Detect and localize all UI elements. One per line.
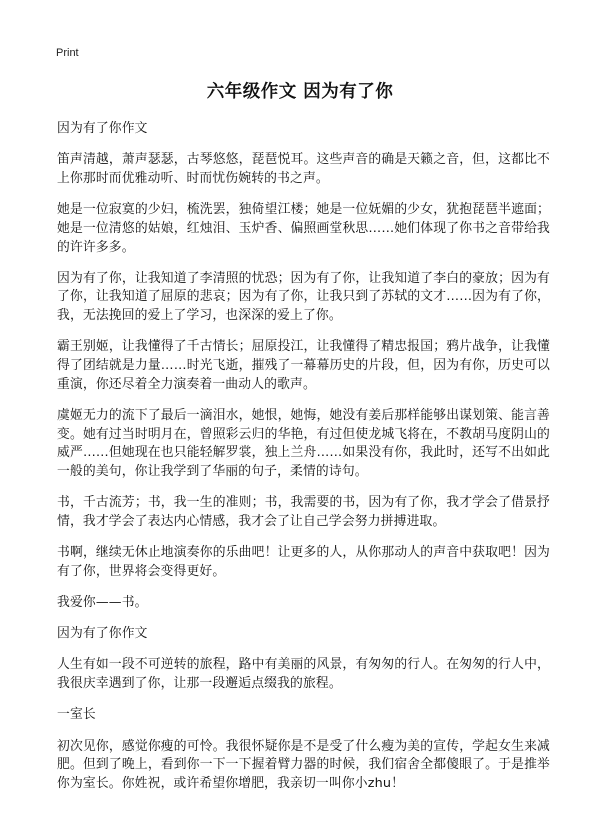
paragraph: 初次见你，感觉你瘦的可怜。我很怀疑你是不是受了什么瘦为美的宣传，学起女生来减肥。但到了晚上，看到你一下一下握着臂力器的时候，我们宿舍全都傻眼了。于是推举你为室长。你姓祝，或许希望你增肥，我亲切一叫你小zhu！ [57,738,550,791]
section-heading: 因为有了你作文 [57,626,148,642]
article-body [57,120,550,806]
subsection-heading: 一室长 [57,707,96,723]
section-heading: 因为有了你作文 [57,121,148,136]
paragraph: 书啊，继续无休止地演奏你的乐曲吧！让更多的人，从你那动人的声音中获取吧！因为有了你，世界将会变得更好。 [57,545,550,579]
paragraph: 虞姬无力的流下了最后一滴泪水，她恨，她悔，她没有姜后那样能够出谋划策、能言善变。她有过当时明月在，曾照彩云归的华艳，有过但使龙城飞将在，不教胡马度阴山的威严……但她现在也只能轻解罗裳，独上兰舟……如果没有你，我此时，还写不出如此一般的美句，你让我学到了华丽的句子，柔情的诗句。 [57,407,550,480]
paragraph: 人生有如一段不可逆转的旅程，路中有美丽的风景，有匆匆的行人。在匆匆的行人中，我很庆幸遇到了你，让那一段邂逅点缀我的旅程。 [57,657,550,692]
paragraph: 霸王别姬，让我懂得了千古情长；屈原投江，让我懂得了精忠报国；鸦片战争，让我懂得了团结就是力量……时光飞逝，摧残了一幕幕历史的片段，但，因为有你，历史可以重演，你还尽着全力演奏着一曲动人的歌声。 [57,339,550,392]
paragraph: 因为有了你，让我知道了李清照的忧恐；因为有了你，让我知道了李白的豪放；因为有了你，让我知道了屈原的悲哀；因为有了你，让我只到了苏轼的文才……因为有了你，我，无法挽回的爱上了学习，也深深的爱上了你。 [57,270,550,324]
paragraph: 笛声清越，萧声瑟瑟，古琴悠悠，琵琶悦耳。这些声音的确是天籁之音，但，这都比不上你那时而优雅动听、时而忧伤婉转的书之声。 [57,152,550,186]
paragraph: 我爱你——书。 [57,595,148,611]
paragraph: 书，千古流芳；书，我一生的准则；书，我需要的书，因为有了你，我才学会了借景抒情，我才学会了表达内心情感，我才会了让自己学会努力拼搏进取。 [57,495,550,529]
print-link[interactable]: Print [56,47,79,59]
page-title: 六年级作文 因为有了你 [206,82,394,102]
paragraph: 她是一位寂寞的少妇，梳洗罢，独倚望江楼；她是一位妩媚的少女，犹抱琵琶半遮面；她是一位清悠的姑娘，红烛泪、玉炉香、偏照画堂秋思……她们体现了你书之音带给我的许许多多。 [57,202,550,255]
